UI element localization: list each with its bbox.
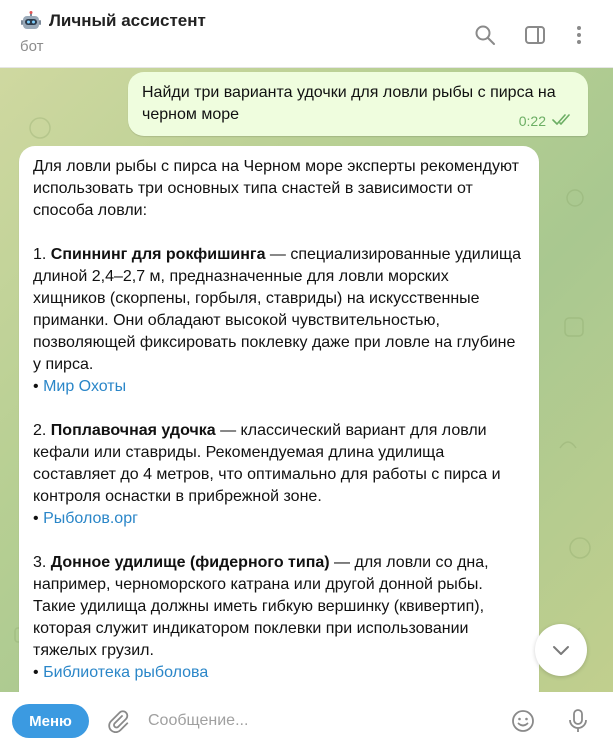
item-text: — специализированные удилища длиной 2,4–2,7 м, предназначенные для ловли морских хищников (скорпены, горбыля, ставриды) на искусственные приманки. Они обладают высокой чувствительностью, позволяющей фиксировать поклевку даже при ловле на глубине у пирса. [33, 246, 522, 373]
chat-subtitle: бот [20, 38, 44, 55]
double-check-icon [552, 113, 574, 129]
item-text: — для ловли со дна, например, черноморского катрана или другой донной рыбы. Такие удилища должны иметь гибкую вершинку (квивертип), которая служит индикатором поклевки при использовании тяжелых грузил. [33, 554, 489, 659]
message-list[interactable] [0, 68, 613, 692]
message-time: 0:22 [518, 113, 546, 129]
message-composer [0, 692, 613, 750]
outgoing-message[interactable] [128, 72, 588, 136]
source-link[interactable]: Библиотека рыболова [43, 664, 209, 681]
item-number: 2. [33, 422, 47, 439]
message-meta [519, 113, 574, 129]
bullet: • [33, 664, 39, 681]
microphone-icon[interactable] [567, 708, 589, 734]
sidebar-toggle-icon[interactable] [524, 24, 546, 46]
robot-icon[interactable] [20, 11, 42, 33]
source-line [33, 508, 525, 530]
list-item [33, 244, 525, 376]
source-line [33, 376, 525, 398]
message-input[interactable] [148, 707, 478, 735]
incoming-intro: Для ловли рыбы с пирса на Черном море эксперты рекомендуют использовать три основных типа снастей в зависимости от способа ловли: [33, 158, 519, 219]
incoming-message[interactable] [19, 146, 539, 692]
chevron-down-icon [549, 638, 573, 662]
bullet: • [33, 510, 39, 527]
more-vertical-icon[interactable] [568, 24, 590, 46]
chat-title[interactable]: Личный ассистент [49, 11, 206, 30]
item-title: Спиннинг для рокфишинга [50, 246, 266, 263]
bullet: • [33, 378, 39, 395]
list-item [33, 552, 525, 662]
smile-icon[interactable] [511, 709, 535, 733]
menu-button[interactable]: Меню [12, 704, 89, 738]
item-title: Донное удилище (фидерного типа) [50, 554, 330, 571]
source-link[interactable]: Мир Охоты [43, 378, 127, 395]
source-link[interactable]: Рыболов.орг [43, 510, 138, 527]
item-number: 3. [33, 554, 47, 571]
scroll-to-bottom-button[interactable] [535, 624, 587, 676]
list-item [33, 420, 525, 508]
paperclip-icon[interactable] [106, 709, 130, 733]
item-text: — классический вариант для ловли кефали или ставриды. Рекомендуемая длина удилища составляет до 4 метров, что оптимально для работы с пирса и контроля оснастки в прибрежной зоне. [33, 422, 501, 505]
item-number: 1. [33, 246, 47, 263]
item-title: Поплавочная удочка [50, 422, 216, 439]
search-icon[interactable] [474, 24, 496, 46]
source-line [33, 662, 525, 684]
outgoing-message-text: Найди три варианта удочки для ловли рыбы с пирса на черном море [142, 84, 556, 123]
chat-header [0, 0, 613, 68]
